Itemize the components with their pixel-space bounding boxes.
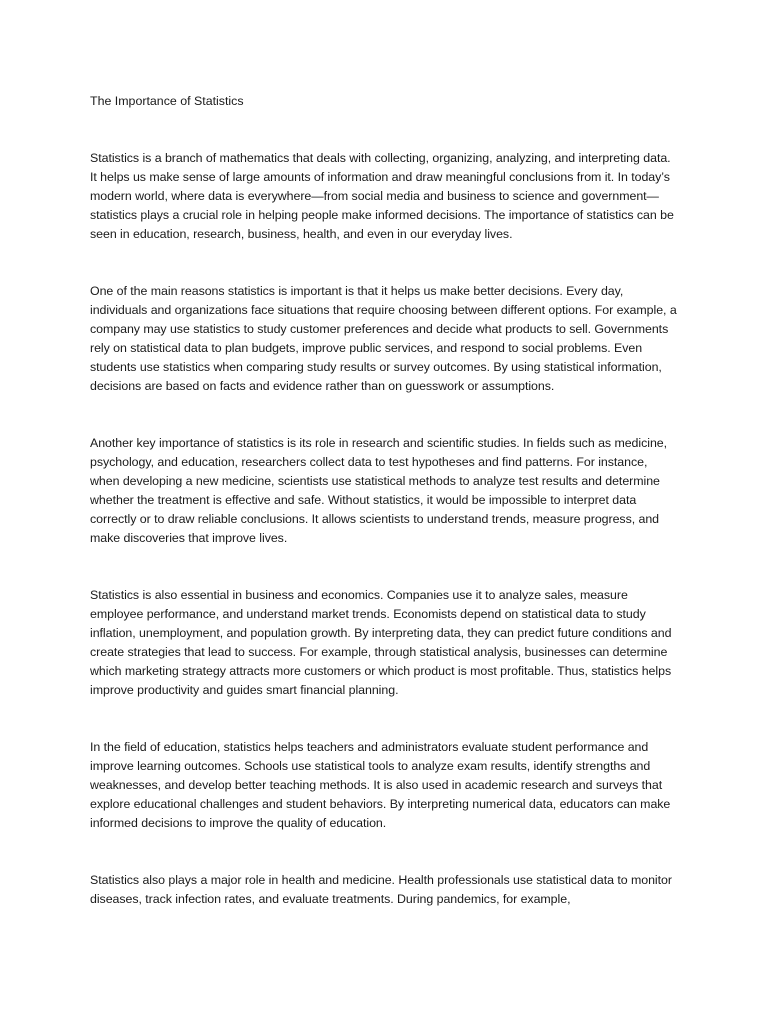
document-title: The Importance of Statistics xyxy=(90,94,244,108)
paragraph-decisions: One of the main reasons statistics is important is that it helps us make better decisions. Every day, individuals and organizations face situations that require choosing between different options. For example, a company may use statistics to study customer preferences and decide what products to sell. Governments rely on statistical data to plan budgets, improve public services, and respond to social problems. Even students use statistics when comparing study results or survey outcomes. By using statistical information, decisions are based on facts and evidence rather than on guesswork or assumptions. xyxy=(90,284,677,393)
document-body xyxy=(90,92,680,947)
paragraph-health: Statistics also plays a major role in health and medicine. Health professionals use statistical data to monitor diseases, track infection rates, and evaluate treatments. During pandemics, for example, xyxy=(90,873,672,906)
paragraph-business: Statistics is also essential in business and economics. Companies use it to analyze sales, measure employee performance, and understand market trends. Economists depend on statistical data to study inflation, unemployment, and population growth. By interpreting data, they can predict future conditions and create strategies that lead to success. For example, through statistical analysis, businesses can determine which marketing strategy attracts more customers or which product is most profitable. Thus, statistics helps improve productivity and guides smart financial planning. xyxy=(90,588,672,697)
paragraph-introduction: Statistics is a branch of mathematics that deals with collecting, organizing, analyzing, and interpreting data. It helps us make sense of large amounts of information and draw meaningful conclusions from it. In today’s modern world, where data is everywhere—from social media and business to science and government—statistics plays a crucial role in helping people make informed decisions. The importance of statistics can be seen in education, research, business, health, and even in our everyday lives. xyxy=(90,151,674,241)
paragraph-education: In the field of education, statistics helps teachers and administrators evaluate student performance and improve learning outcomes. Schools use statistical tools to analyze exam results, identify strengths and weaknesses, and develop better teaching methods. It is also used in academic research and surveys that explore educational challenges and student behaviors. By interpreting numerical data, educators can make informed decisions to improve the quality of education. xyxy=(90,740,671,830)
paragraph-research: Another key importance of statistics is its role in research and scientific studies. In fields such as medicine, psychology, and education, researchers collect data to test hypotheses and find patterns. For instance, when developing a new medicine, scientists use statistical methods to analyze test results and determine whether the treatment is effective and safe. Without statistics, it would be impossible to interpret data correctly or to draw reliable conclusions. It allows scientists to understand trends, measure progress, and make discoveries that improve lives. xyxy=(90,436,668,545)
